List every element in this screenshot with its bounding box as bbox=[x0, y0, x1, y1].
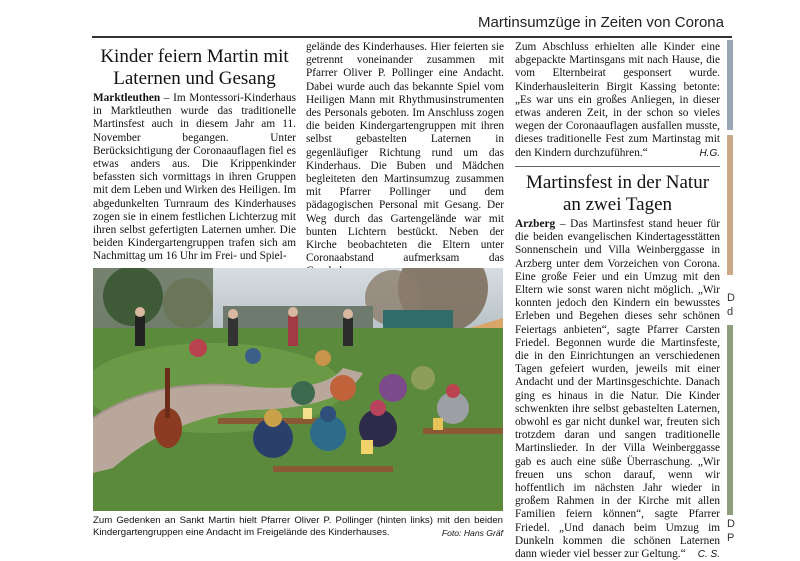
article1-signature: H.G. bbox=[699, 147, 720, 159]
adjacent-image-strip bbox=[727, 135, 733, 275]
photo-credit: Foto: Hans Gräf bbox=[441, 528, 503, 538]
article1-dateline: Marktleuthen bbox=[93, 92, 161, 104]
article1-column-2 bbox=[306, 41, 504, 279]
article2-column bbox=[515, 218, 720, 561]
article1-col1-text: – Im Montessori-Kinderhaus in Marktleuthen wurde das traditionelle Martinsfest auch in diesem Jahr am 11. November begangen. Unter Berücksichtigung der Coronaauflagen fiel es etwas anders aus. Die Krippenkinder befassten sich vormittags in ihren Gruppen mit dem Leben und Wirken des Heiligen. Im abgedunkelten Turnraum des Kinderhauses zogen sie in einem festlichen Lichterzug mit ihren selbst gefertigten Laternen umher. Die beiden Kindergartengruppen trafen sich am Nachmittag um 16 Uhr im Frei- und Spiel- bbox=[93, 92, 296, 263]
article1-col3-text: Zum Abschluss erhielten alle Kinder eine abgepackte Martinsgans mit nach Hause, die vom Elternbeirat gesponsert wurde. Kinderhausleiterin Birgit Kassing betonte: „Es war uns ein großes Anliegen, in dieser etwas anderen Zeit, in der schon so vieles wegen der Coronaauflagen ausfallen musste, dieses traditionelle Fest zum Martinstag mit den Kindern durchzuführen.“ bbox=[515, 41, 720, 159]
adjacent-image-strip bbox=[727, 40, 733, 130]
article1-column-3 bbox=[515, 41, 720, 160]
photo-caption-text: Zum Gedenken an Sankt Martin hielt Pfarrer Oliver P. Pollinger (hinten links) mit den beiden Kindergartengruppen eine Andacht im Freigelände des Kinderhauses. bbox=[93, 515, 503, 538]
top-rule bbox=[92, 36, 732, 38]
adjacent-text-fragment: d bbox=[727, 306, 734, 318]
article1-column-1 bbox=[93, 92, 296, 264]
section-title: Martinsumzüge in Zeiten von Corona bbox=[478, 14, 724, 31]
article2-signature: C. S. bbox=[697, 549, 720, 561]
article2-headline: Martinsfest in der Natur an zwei Tagen bbox=[525, 172, 710, 215]
article1-headline: Kinder feiern Martin mit Laternen und Gesang bbox=[100, 46, 289, 89]
article-photo bbox=[93, 268, 503, 511]
photo-caption bbox=[93, 515, 503, 539]
article-divider bbox=[515, 166, 720, 167]
adjacent-text-fragment: P bbox=[727, 532, 735, 544]
adjacent-page-edge bbox=[727, 40, 800, 559]
article1-col2-text: gelände des Kinderhauses. Hier feierten sie getrennt voneinander zusammen mit Pfarrer Oliver P. Pollinger eine Andacht. Dabei wurde auch das bekannte Spiel vom Heiligen Mann mit Rhythmusinstrumenten des Personals geboten. Im Anschluss zogen die beiden Kindergartengruppen mit ihren selbst gebastelten Laternen in gegenläufiger Richtung rund um das Kinderhaus. Die Buben und Mädchen begleiteten den Martinsumzug zusammen mit Pfarrer Pollinger und dem pädagogischen Personal mit Gesang. Der Weg durch das Gartengelände war mit bunten Lichtern bestückt. Neben der Kirche beobachteten die Eltern unter Coronaabstand aufmerksam das bbox=[306, 41, 504, 265]
adjacent-text-fragment: D bbox=[727, 292, 735, 304]
photo-illustration bbox=[93, 268, 503, 511]
adjacent-image-strip bbox=[727, 325, 733, 515]
adjacent-text-fragment: D bbox=[727, 518, 735, 530]
article2-dateline: Arzberg bbox=[515, 218, 556, 230]
article2-text: – Das Martinsfest stand heuer für die beiden evangelischen Kindertagesstätten Sonnenschein und Villa Weinberggasse in Arzberg unter dem Vorzeichen von Corona. Eine große Feier und ein Umzug mit den Eltern wie sonst waren nicht möglich. „Wir konnten jedoch den Kindern ein bewusstes Erleben und Begehen dieses sehr schönen Feiertags anbieten“, sagte Pfarrer Carsten Friedel. Begonnen wurde die Martinsfeste, die in den Einrichtungen an verschiedenen Tagen gefeiert wurden, jeweils mit einer Andacht und der Martinsgeschichte. Danach ging es hinaus in die Natur. Die Kinder schwenkten ihre selbst gebastelten Laternen, obwohl es gar nicht dunkel war, freuten sich trotzdem daran und sangen traditionelle Martinslieder. In der Villa Weinberggasse gab es auch eine süße Überraschung. „Wir freuen uns schon darauf, wenn wir hoffentlich im nächsten Jahr wieder in großem Rahmen in der Kirche mit allen Familien feiern können“, sagte Pfarrer Friedel. „Und danach beim Umzug im Dunkeln kommen die schönen Laternen dann wieder viel besser zur Geltung.“ bbox=[515, 218, 720, 561]
